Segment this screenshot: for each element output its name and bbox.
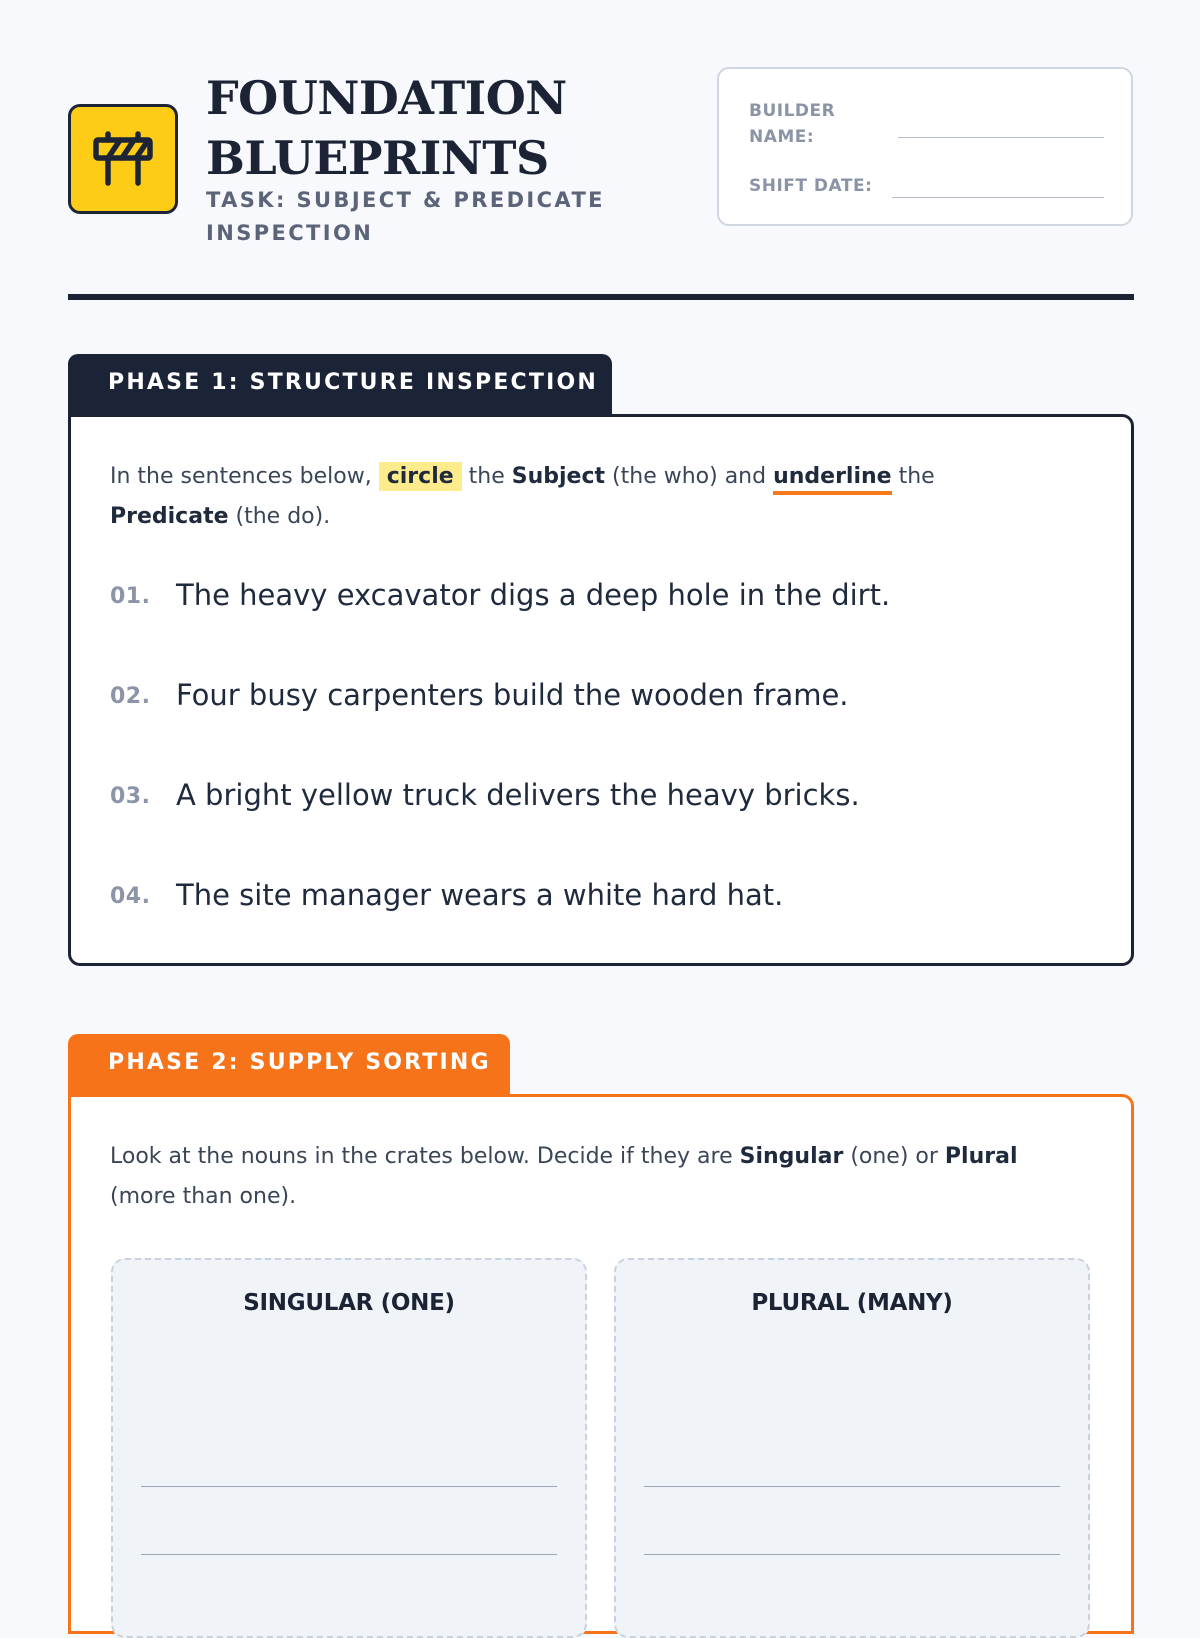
header-divider [68,294,1134,300]
instruction-text: (the do). [235,504,331,529]
phase2-instruction [110,1137,1090,1217]
answer-line[interactable] [644,1554,1060,1555]
singular-crate [111,1258,587,1638]
instruction-text: (the who) and [612,464,767,489]
sentence-text[interactable]: Four busy carpenters build the wooden frame. [176,678,849,712]
phase1-tab: PHASE 1: STRUCTURE INSPECTION [68,354,612,418]
logo [68,104,178,214]
sentence-text[interactable]: The heavy excavator digs a deep hole in the dirt. [176,578,891,612]
builder-name-label: BUILDER NAME: [749,101,836,147]
underline-highlight: underline [773,464,892,495]
answer-line[interactable] [644,1486,1060,1487]
instruction-text: Look at the nouns in the crates below. Decide if they are [110,1144,733,1169]
road-barrier-icon [92,131,154,187]
instruction-text: (more than one). [110,1184,297,1209]
info-card [717,67,1133,226]
sentence-number: 02. [110,684,151,709]
instruction-text: the [468,464,505,489]
instruction-text: (one) or [850,1144,938,1169]
plural-crate-title: PLURAL (MANY) [751,1290,953,1316]
instruction-text: the [898,464,935,489]
sentence-number: 03. [110,784,151,809]
phase2-tab: PHASE 2: SUPPLY SORTING [68,1034,510,1098]
task-subtitle: TASK: SUBJECT & PREDICATE INSPECTION [206,188,605,245]
shift-date-label: SHIFT DATE: [749,176,873,196]
plural-term: Plural [944,1144,1018,1169]
worksheet-title: FOUNDATION BLUEPRINTS [206,71,567,185]
singular-crate-title: SINGULAR (ONE) [243,1290,455,1316]
sentence-text[interactable]: A bright yellow truck delivers the heavy bricks. [176,778,860,812]
answer-line[interactable] [141,1554,557,1555]
shift-date-field[interactable] [892,197,1104,198]
circle-highlight: circle [379,462,462,491]
predicate-term: Predicate [110,504,229,529]
instruction-text: In the sentences below, [110,464,372,489]
sentence-number: 04. [110,884,151,909]
singular-term: Singular [739,1144,844,1169]
answer-line[interactable] [141,1486,557,1487]
builder-name-field[interactable] [898,137,1104,138]
phase1-instruction [110,457,1010,537]
sentence-text[interactable]: The site manager wears a white hard hat. [176,878,784,912]
sentence-number: 01. [110,584,151,609]
subject-term: Subject [511,464,606,489]
plural-crate [614,1258,1090,1638]
